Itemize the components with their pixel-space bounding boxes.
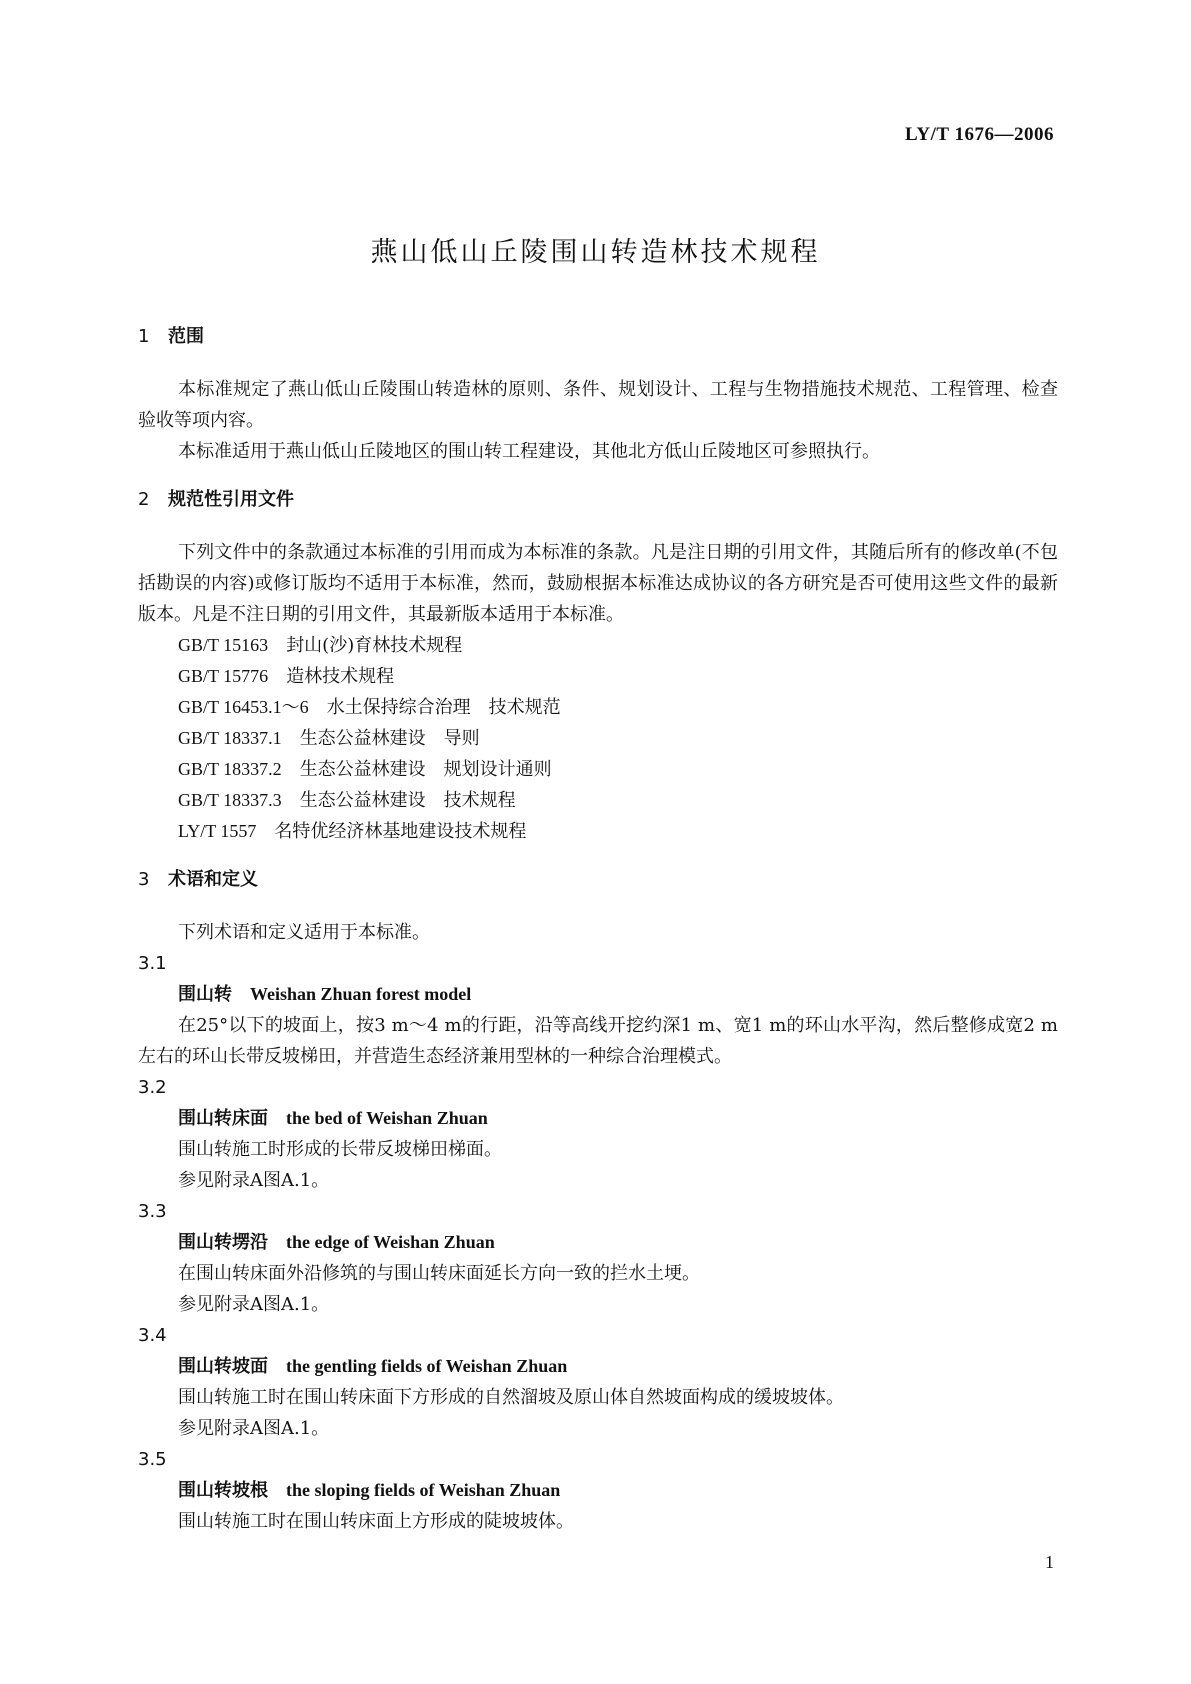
section-title: 范围 bbox=[168, 326, 204, 347]
reference-item bbox=[138, 754, 1058, 785]
document-body bbox=[138, 322, 1058, 1537]
reference-code: GB/T 15776 bbox=[178, 666, 269, 686]
term-definition: 在围山转床面外沿修筑的与围山转床面延长方向一致的拦水土埂。 bbox=[178, 1263, 700, 1284]
section-number: 1 bbox=[138, 326, 150, 347]
term-name-en: the bed of Weishan Zhuan bbox=[286, 1108, 488, 1128]
term-name-en: the edge of Weishan Zhuan bbox=[286, 1232, 495, 1252]
term-name bbox=[138, 1351, 1058, 1382]
section-heading-references bbox=[138, 485, 1058, 515]
standard-code: LY/T 1676—2006 bbox=[904, 124, 1054, 145]
term-name-cn: 围山转 bbox=[178, 984, 232, 1005]
reference-code: GB/T 16453.1～6 bbox=[178, 697, 309, 717]
section-heading-scope bbox=[138, 322, 1058, 352]
term-name bbox=[138, 1103, 1058, 1134]
term-see-also: 参见附录A图A.1。 bbox=[178, 1170, 330, 1191]
page-number: 1 bbox=[1045, 1552, 1054, 1572]
reference-title: 名特优经济林基地建设技术规程 bbox=[274, 821, 527, 842]
reference-code: GB/T 15163 bbox=[178, 635, 269, 655]
term-name-en: Weishan Zhuan forest model bbox=[250, 984, 472, 1004]
term-name bbox=[138, 979, 1058, 1010]
reference-item bbox=[138, 630, 1058, 661]
reference-item bbox=[138, 723, 1058, 754]
term-definition: 围山转施工时在围山转床面上方形成的陡坡坡体。 bbox=[178, 1511, 574, 1532]
term-name bbox=[138, 1227, 1058, 1258]
section-title: 规范性引用文件 bbox=[168, 489, 294, 510]
term-name bbox=[138, 1475, 1058, 1506]
section-number: 3 bbox=[138, 869, 150, 890]
term-number: 3.2 bbox=[138, 1077, 167, 1098]
term-number: 3.1 bbox=[138, 953, 167, 974]
reference-title: 生态公益林建设 技术规程 bbox=[299, 790, 516, 811]
reference-code: GB/T 18337.1 bbox=[178, 728, 282, 748]
terms-intro: 下列术语和定义适用于本标准。 bbox=[178, 922, 430, 943]
term-number: 3.3 bbox=[138, 1201, 167, 1222]
term-name-cn: 围山转坡根 bbox=[178, 1480, 268, 1501]
term-see-also: 参见附录A图A.1。 bbox=[178, 1418, 330, 1439]
reference-title: 水土保持综合治理 技术规范 bbox=[326, 697, 561, 718]
references-intro: 下列文件中的条款通过本标准的引用而成为本标准的条款。凡是注日期的引用文件，其随后所有的修改单(不包括勘误的内容)或修订版均不适用于本标准，然而，鼓励根据本标准达成协议的各方研究是否可使用这些文件的最新版本。凡是不注日期的引用文件，其最新版本适用于本标准。 bbox=[138, 542, 1058, 625]
term-definition: 在25°以下的坡面上，按3 m～4 m的行距，沿等高线开挖约深1 m、宽1 m的环山水平沟，然后整修成宽2 m左右的环山长带反坡梯田，并营造生态经济兼用型林的一种综合治理模式。 bbox=[138, 1015, 1058, 1067]
reference-item bbox=[138, 785, 1058, 816]
term-name-cn: 围山转坡面 bbox=[178, 1356, 268, 1377]
term-name-cn: 围山转塄沿 bbox=[178, 1232, 268, 1253]
term-name-en: the sloping fields of Weishan Zhuan bbox=[286, 1480, 561, 1500]
reference-item bbox=[138, 661, 1058, 692]
term-name-cn: 围山转床面 bbox=[178, 1108, 268, 1129]
term-definition: 围山转施工时在围山转床面下方形成的自然溜坡及原山体自然坡面构成的缓坡坡体。 bbox=[178, 1387, 844, 1408]
section-number: 2 bbox=[138, 489, 150, 510]
term-number: 3.4 bbox=[138, 1325, 167, 1346]
reference-title: 造林技术规程 bbox=[286, 666, 395, 687]
section-heading-terms bbox=[138, 865, 1058, 895]
reference-item bbox=[138, 692, 1058, 723]
term-definition: 围山转施工时形成的长带反坡梯田梯面。 bbox=[178, 1139, 502, 1160]
section-title: 术语和定义 bbox=[168, 869, 258, 890]
document-title: 燕山低山丘陵围山转造林技术规程 bbox=[370, 237, 821, 268]
scope-paragraph: 本标准适用于燕山低山丘陵地区的围山转工程建设，其他北方低山丘陵地区可参照执行。 bbox=[178, 441, 880, 462]
scope-paragraph: 本标准规定了燕山低山丘陵围山转造林的原则、条件、规划设计、工程与生物措施技术规范、工程管理、检查验收等项内容。 bbox=[138, 379, 1058, 431]
reference-item bbox=[138, 816, 1058, 847]
reference-title: 生态公益林建设 导则 bbox=[299, 728, 480, 749]
reference-title: 封山(沙)育林技术规程 bbox=[286, 635, 463, 656]
reference-title: 生态公益林建设 规划设计通则 bbox=[299, 759, 552, 780]
term-number: 3.5 bbox=[138, 1449, 167, 1470]
term-name-en: the gentling fields of Weishan Zhuan bbox=[286, 1356, 568, 1376]
reference-code: LY/T 1557 bbox=[178, 821, 257, 841]
term-see-also: 参见附录A图A.1。 bbox=[178, 1294, 330, 1315]
reference-code: GB/T 18337.3 bbox=[178, 790, 282, 810]
reference-code: GB/T 18337.2 bbox=[178, 759, 282, 779]
